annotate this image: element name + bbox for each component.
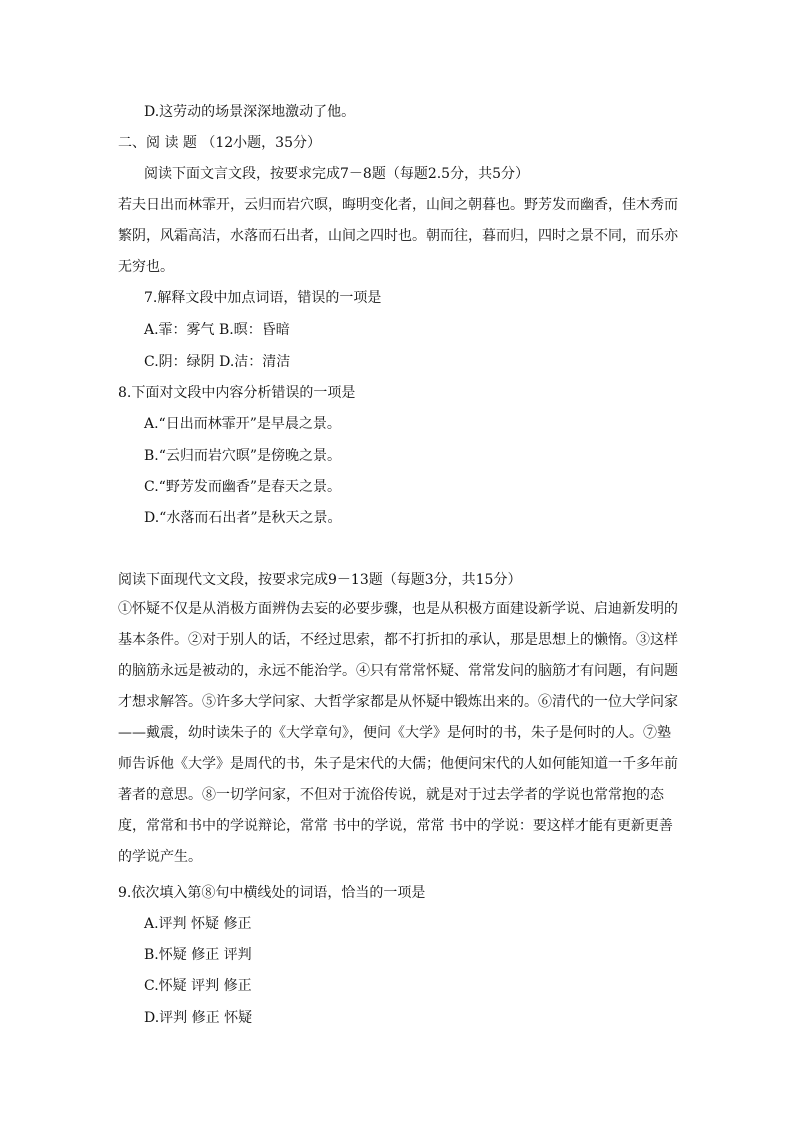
q8-option-d: D.“水落而石出者”是秋天之景。 — [144, 510, 342, 526]
modern-instruction: 阅读下面现代文文段，按要求完成9－13题（每题3分，共15分） — [118, 572, 522, 588]
q8-option-c: C.“野芳发而幽香”是春天之景。 — [144, 479, 341, 495]
classical-instruction: 阅读下面文言文段，按要求完成7－8题（每题2.5分，共5分） — [144, 166, 529, 182]
q9-option-a: A.评判 怀疑 修正 — [144, 916, 252, 932]
classical-passage: 若夫日出而林霏开，云归而岩穴暝，晦明变化者，山间之朝暮也。野芳发而幽香，佳木秀而繁阴，风霜高洁，水落而石出者，山间之四时也。朝而往，暮而归，四时之景不同，而乐亦无穷也。 — [118, 197, 678, 275]
section-heading: 二、阅 读 题 （12小题，35分） — [118, 135, 321, 151]
q9-stem: 9.依次填入第⑧句中横线处的词语，恰当的一项是 — [118, 885, 426, 901]
q8-option-a: A.“日出而林霏开”是早晨之景。 — [144, 416, 341, 432]
q7-options-ab: A.霏：雾气 B.暝：昏暗 — [144, 322, 290, 338]
q9-option-c: C.怀疑 评判 修正 — [144, 978, 252, 994]
q7-stem: 7.解释文段中加点词语，错误的一项是 — [144, 290, 382, 306]
q6-option-d: D.这劳动的场景深深地激动了他。 — [144, 104, 356, 120]
q9-option-b: B.怀疑 修正 评判 — [144, 947, 252, 963]
q8-stem: 8.下面对文段中内容分析错误的一项是 — [118, 385, 356, 401]
modern-passage: ①怀疑不仅是从消极方面辨伪去妄的必要步骤，也是从积极方面建设新学说、启迪新发明的基本条件。②对于别人的话，不经过思索，都不打折扣的承认，那是思想上的懒惰。③这样的脑筋永远是被动的，永远不能治学。④只有常常怀疑、常常发问的脑筋才有问题，有问题才想求解答。⑤许多大学问家、大哲学家都是从怀疑中锻炼出来的。⑥清代的一位大学问家——戴震，幼时读朱子的《大学章句》，便问《大学》是何时的书，朱子是何时的人。⑦塾师告诉他《大学》是周代的书，朱子是宋代的大儒；他便问宋代的人如何能知道一千多年前著者的意思。⑧一切学问家，不但对于流俗传说，就是对于过去学者的学说也常常抱的态度，常常和书中的学说辩论，常常 书中的学说，常常 书中的学说：要这样才能有更新更善的学说产生。 — [118, 601, 678, 865]
q9-option-d: D.评判 修正 怀疑 — [144, 1010, 253, 1026]
q7-options-cd: C.阴：绿阴 D.洁：清洁 — [144, 354, 291, 370]
q8-option-b: B.“云归而岩穴暝”是傍晚之景。 — [144, 448, 342, 464]
